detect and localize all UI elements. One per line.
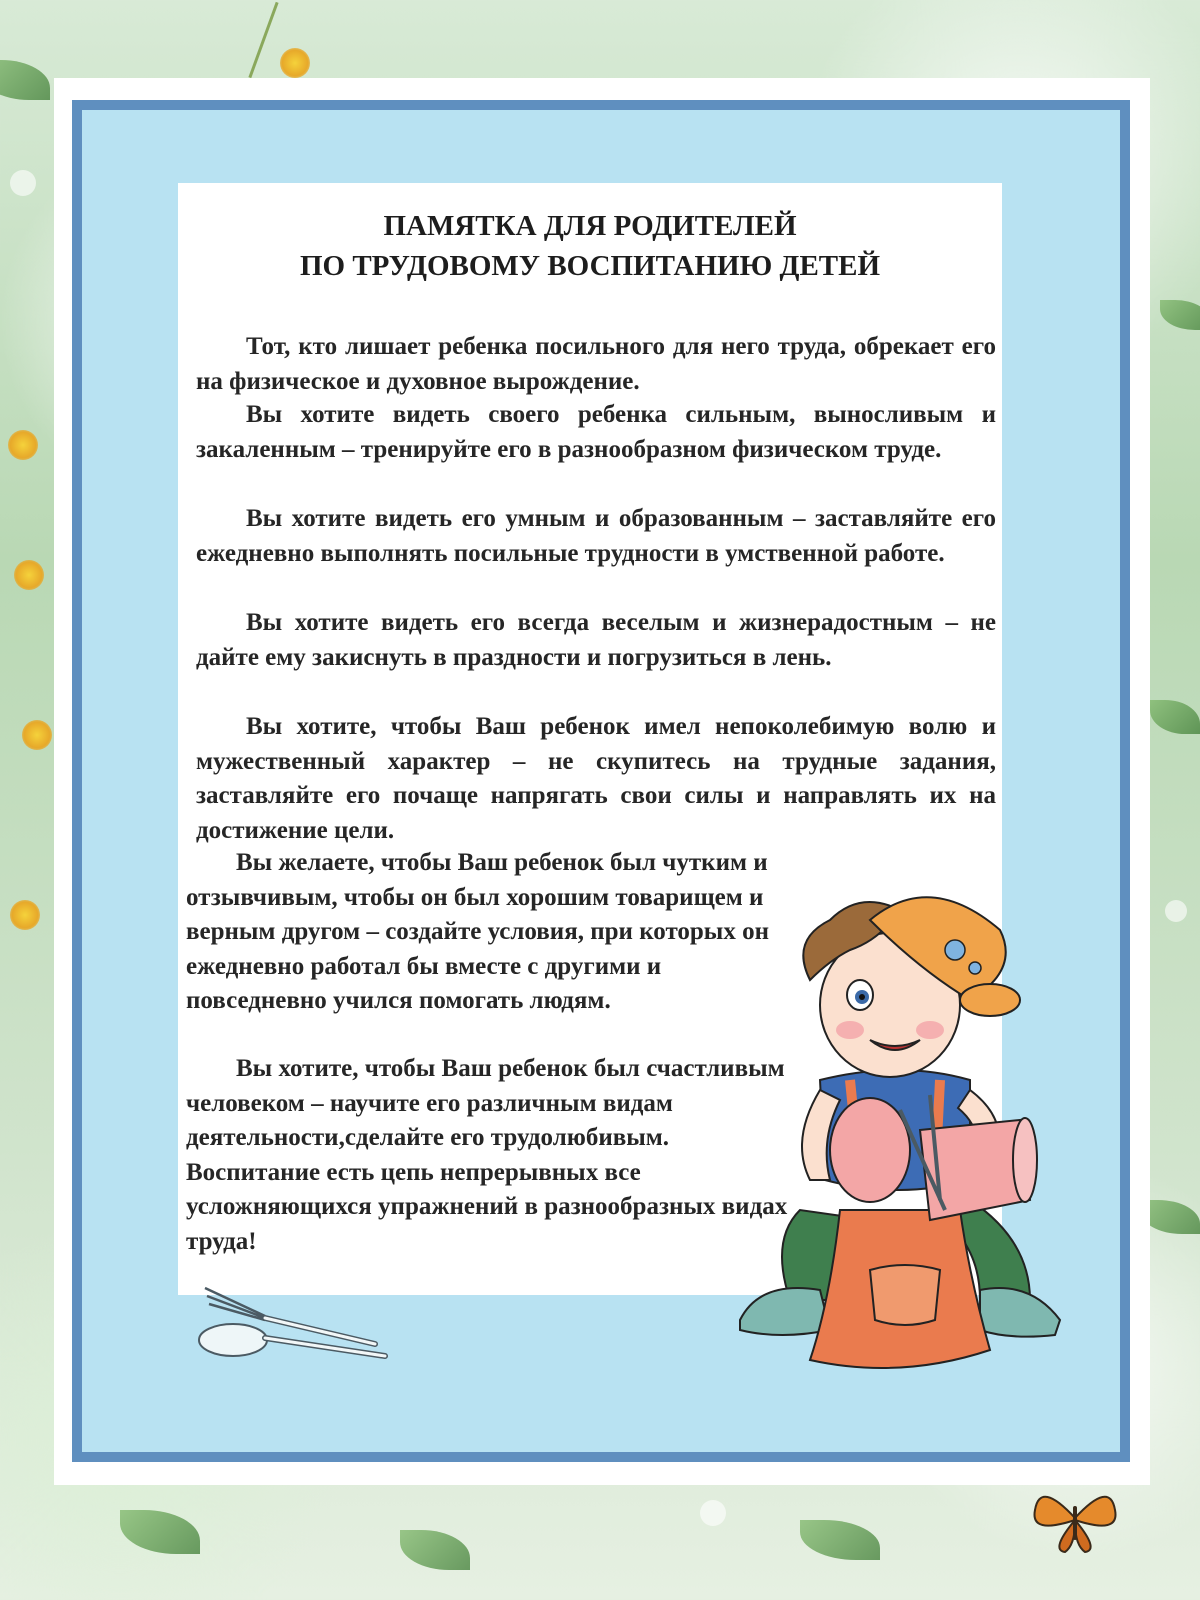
yellow-flower-icon <box>22 720 52 750</box>
fork-and-spoon-icon <box>195 1268 395 1378</box>
paragraph-5: Вы хотите, чтобы Ваш ребенок имел непоколебимую волю и мужественный характер – не скупитесь на трудные задания, заставляйте его почаще напрягать свои силы и направлять их на достижение цели. <box>196 713 996 844</box>
leaf-icon <box>1150 700 1200 734</box>
bokeh-dot <box>1165 900 1187 922</box>
paragraph-3: Вы хотите видеть его умным и образованным – заставляйте его ежедневно выполнять посильные трудности в умственной работе. <box>196 505 996 567</box>
butterfly-icon <box>1030 1480 1120 1555</box>
branch-stem <box>248 2 278 78</box>
yellow-flower-icon <box>8 430 38 460</box>
paragraph-4: Вы хотите видеть его всегда веселым и жизнерадостным – не дайте ему закиснуть в праздности и погрузиться в лень. <box>196 609 996 671</box>
paragraph-2: Вы хотите видеть своего ребенка сильным, выносливым и закаленным – тренируйте его в разнообразном физическом труде. <box>196 401 996 463</box>
yellow-flower-icon <box>10 900 40 930</box>
title-line-2: ПО ТРУДОВОМУ ВОСПИТАНИЮ ДЕТЕЙ <box>299 250 881 282</box>
paragraph-6: Вы желаете, чтобы Ваш ребенок был чутким и отзывчивым, чтобы он был хорошим товарищем и верным другом – создайте условия, при которых он ежедневно работал бы вместе с другими и повседневно учился помогать людям. <box>186 849 769 1014</box>
bokeh-dot <box>700 1500 726 1526</box>
yellow-flower-icon <box>280 48 310 78</box>
leaf-icon <box>120 1510 200 1554</box>
title-line-1: ПАМЯТКА ДЛЯ РОДИТЕЛЕЙ <box>383 210 797 242</box>
yellow-flower-icon <box>14 560 44 590</box>
bokeh-dot <box>10 170 36 196</box>
leaf-icon <box>400 1530 470 1570</box>
leaf-icon <box>0 60 50 100</box>
child-with-dishes-illustration <box>730 880 1075 1400</box>
leaf-icon <box>1160 300 1200 330</box>
poster-title <box>178 206 1002 286</box>
paragraph-7: Вы хотите, чтобы Ваш ребенок был счастливым человеком – научите его различным видам деятельности,сделайте его трудолюбивым. Воспитание есть цепь непрерывных все усложняющихся упражнений в разнообразных видах труда! <box>186 1055 788 1255</box>
paragraph-1: Тот, кто лишает ребенка посильного для него труда, обрекает его на физическое и духовное вырождение. <box>196 333 996 395</box>
leaf-icon <box>800 1520 880 1560</box>
